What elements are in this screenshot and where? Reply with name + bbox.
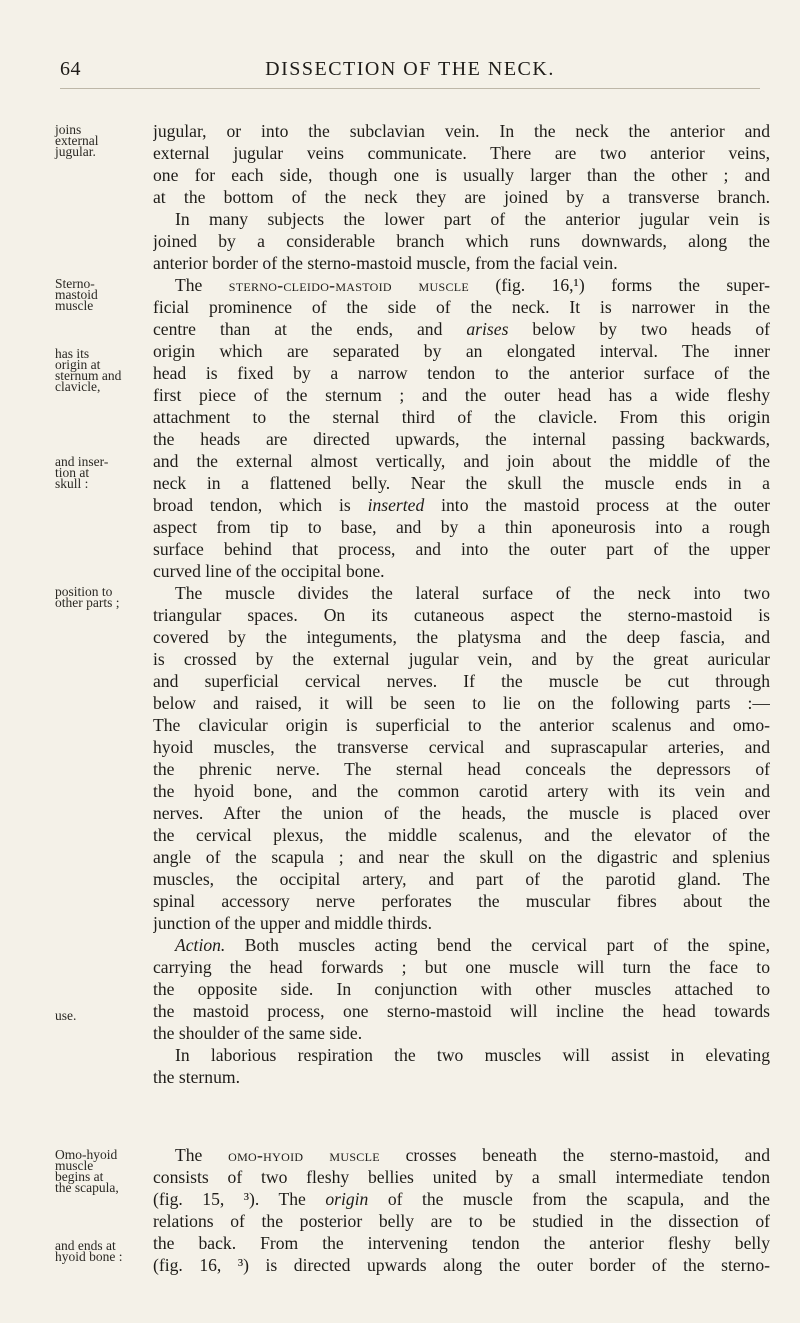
text-line: In laborious respiration the two muscles will assist in elevating: [175, 1045, 770, 1065]
text-line: head is fixed by a narrow tendon to the anterior surface of the: [153, 363, 770, 383]
text-line: external jugular veins communicate. There are two anterior veins,: [153, 143, 770, 163]
text-line: the back. From the intervening tendon the anterior fleshy belly: [153, 1233, 770, 1253]
text-line: junction of the upper and middle thirds.: [153, 913, 433, 933]
text-line: the heads are directed upwards, the internal passing backwards,: [153, 429, 770, 449]
text-line: ficial prominence of the side of the neck. It is narrower in the: [153, 297, 770, 317]
text-line: anterior border of the sterno-mastoid muscle, from the facial vein.: [153, 253, 618, 273]
text-line: at the bottom of the neck they are joined by a transverse branch.: [153, 187, 770, 207]
text-line: Action. Both muscles acting bend the cervical part of the spine,: [175, 935, 770, 955]
text-line: neck in a flattened belly. Near the skull the muscle ends in a: [153, 473, 770, 493]
text-line: relations of the posterior belly are to be studied in the dissection of: [153, 1211, 770, 1231]
text-line: below and raised, it will be seen to lie on the following parts :—: [153, 693, 770, 713]
text-line: (fig. 16, ³) is directed upwards along the outer border of the sterno-: [153, 1255, 770, 1275]
text-line: attachment to the sternal third of the clavicle. From this origin: [153, 407, 770, 427]
text-line: nerves. After the union of the heads, the muscle is placed over: [153, 803, 770, 823]
text-line: angle of the scapula ; and near the skull on the digastric and splenius: [153, 847, 770, 867]
margin-note-position: position to other parts ;: [55, 584, 120, 610]
heading-action: Action.: [175, 935, 226, 955]
text-line: (fig. 15, ³). The origin of the muscle from the scapula, and the: [153, 1189, 770, 1209]
muscle-name-omo-hyoid: omo-hyoid muscle: [228, 1145, 380, 1165]
text-line: one for each side, though one is usually larger than the other ; and: [153, 165, 770, 185]
text-line: the sternum.: [153, 1067, 240, 1087]
margin-note-sterno-mastoid: Sterno- mastoid muscle: [55, 276, 98, 313]
text-line: hyoid muscles, the transverse cervical and suprascapular arteries, and: [153, 737, 770, 757]
text-line: covered by the integuments, the platysma and the deep fascia, and: [153, 627, 770, 647]
text-line: consists of two fleshy bellies united by a small intermediate tendon: [153, 1167, 770, 1187]
text-line: the hyoid bone, and the common carotid artery with its vein and: [153, 781, 770, 801]
text-line: the shoulder of the same side.: [153, 1023, 363, 1043]
text-line: centre than at the ends, and arises below by two heads of: [153, 319, 770, 339]
page-header: [60, 58, 760, 84]
margin-note-origin: has its origin at sternum and clavicle,: [55, 346, 122, 394]
text-line: and the external almost vertically, and join about the middle of the: [153, 451, 770, 471]
text-line: The sterno-cleido-mastoid muscle (fig. 16,¹) forms the super-: [175, 275, 770, 295]
margin-note-ends: and ends at hyoid bone :: [55, 1238, 123, 1264]
text-line: aspect from tip to base, and by a thin aponeurosis into a rough: [153, 517, 770, 537]
margin-note-joins: joins external jugular.: [55, 122, 99, 159]
text-line: jugular, or into the subclavian vein. In the neck the anterior and: [153, 121, 770, 141]
text-line: The clavicular origin is superficial to the anterior scalenus and omo-: [153, 715, 770, 735]
text-line: first piece of the sternum ; and the outer head has a wide fleshy: [153, 385, 770, 405]
text-line: the opposite side. In conjunction with other muscles attached to: [153, 979, 770, 999]
margin-note-omohyoid: Omo-hyoid muscle begins at the scapula,: [55, 1147, 119, 1195]
margin-note-use: use.: [55, 1008, 77, 1023]
text-line: is crossed by the external jugular vein, and by the great auricular: [153, 649, 770, 669]
text-line: carrying the head forwards ; but one muscle will turn the face to: [153, 957, 770, 977]
text-line: In many subjects the lower part of the anterior jugular vein is: [175, 209, 770, 229]
text-line: origin which are separated by an elongated interval. The inner: [153, 341, 770, 361]
text-line: broad tendon, which is inserted into the mastoid process at the outer: [153, 495, 770, 515]
text-line: joined by a considerable branch which runs downwards, along the: [153, 231, 770, 251]
text-line: and superficial cervical nerves. If the muscle be cut through: [153, 671, 770, 691]
muscle-name-sterno-cleido-mastoid: sterno-cleido-mastoid muscle: [228, 275, 470, 295]
text-line: The omo-hyoid muscle crosses beneath the sterno-mastoid, and: [175, 1145, 770, 1165]
text-line: the cervical plexus, the middle scalenus, and the elevator of the: [153, 825, 770, 845]
text-line: the mastoid process, one sterno-mastoid will incline the head towards: [153, 1001, 770, 1021]
text-line: triangular spaces. On its cutaneous aspect the sterno-mastoid is: [153, 605, 770, 625]
text-line: the phrenic nerve. The sternal head conceals the depressors of: [153, 759, 770, 779]
margin-note-insertion: and inser- tion at skull :: [55, 454, 109, 491]
text-line: muscles, the occipital artery, and part of the parotid gland. The: [153, 869, 770, 889]
header-rule: [60, 88, 760, 89]
running-title: DISSECTION OF THE NECK.: [265, 58, 555, 80]
text-line: curved line of the occipital bone.: [153, 561, 385, 581]
text-line: The muscle divides the lateral surface of the neck into two: [175, 583, 770, 603]
text-line: surface behind that process, and into the outer part of the upper: [153, 539, 770, 559]
page-number: 64: [60, 58, 81, 80]
text-line: spinal accessory nerve perforates the muscular fibres about the: [153, 891, 770, 911]
